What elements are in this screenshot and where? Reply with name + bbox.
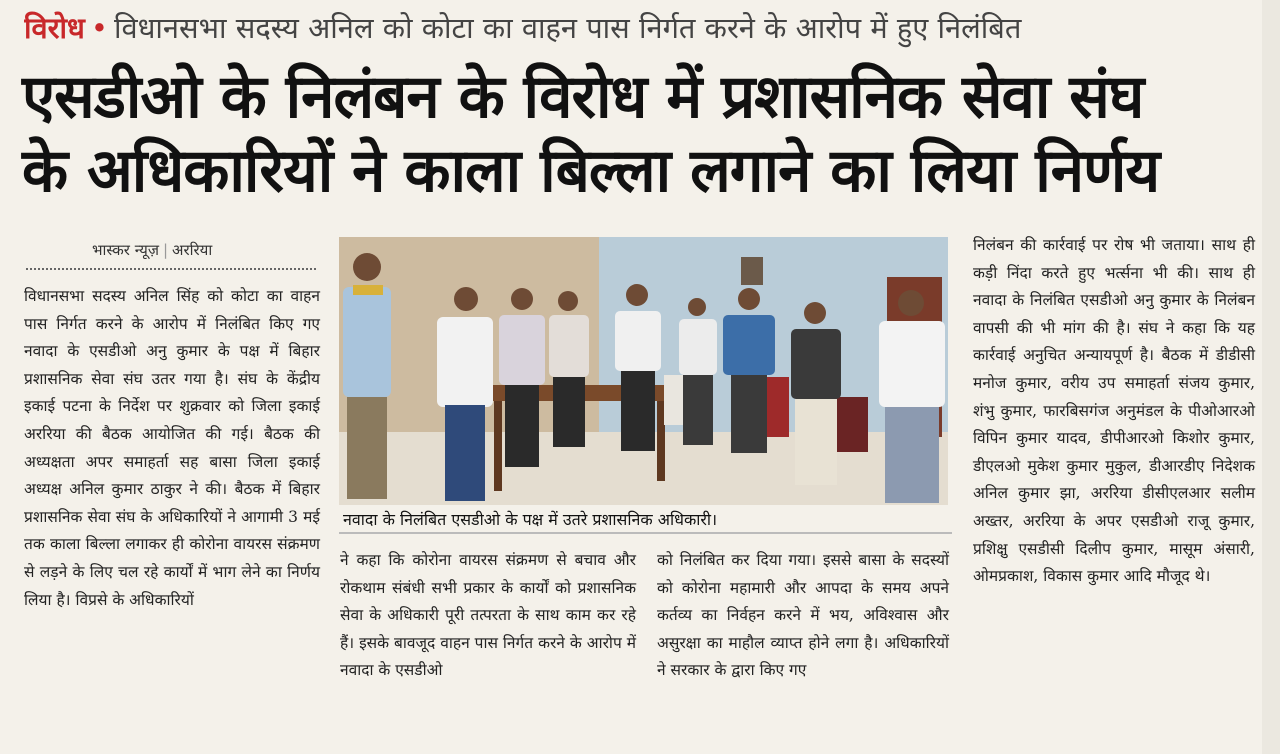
article-column-2: ने कहा कि कोरोना वायरस संक्रमण से बचाव और रोकथाम संबंधी सभी प्रकार के कार्यों को प्रशासनिक सेवा के अधिकारी पूरी तत्परता के साथ काम कर रहे हैं। इसके बावजूद वाहन पास निर्गत करने के आरोप में नवादा के एसडीओ — [340, 551, 636, 680]
news-photo — [339, 237, 948, 505]
headline-line-2: के अधिकारियों ने काला बिल्ला लगाने का लिया निर्णय — [22, 136, 1160, 206]
byline-source: भास्कर न्यूज़ — [92, 241, 159, 259]
byline-separator: | — [162, 241, 169, 259]
article-column-1: विधानसभा सदस्य अनिल सिंह को कोटा का वाहन पास निर्गत करने के आरोप में निलंबित किए गए नवादा के एसडीओ अनु कुमार के पक्ष में बिहार प्रशासनिक सेवा संघ उतर गया है। संघ के केंद्रीय इकाई पटना के निर्देश पर शुक्रवार को जिला इकाई अररिया की बैठक आयोजित की गई। बैठक की अध्यक्षता अपर समाहर्ता सह बासा जिला इकाई अध्यक्ष अनिल कुमार ठाकुर ने की। बैठक में बिहार प्रशासनिक सेवा संघ के अधिकारियों ने आगामी 3 मई तक काला बिल्ला लगाकर ही कोरोना वायरस संक्रमण से लड़ने के लिए चल रहे कार्यों में भाग लेने का निर्णय लिया है। विप्रसे के अधिकारियों — [24, 287, 320, 609]
photo-caption: नवादा के निलंबित एसडीओ के पक्ष में उतरे प्रशासनिक अधिकारी। — [339, 508, 952, 534]
kicker-line — [24, 6, 1264, 50]
kicker-text: विधानसभा सदस्य अनिल को कोटा का वाहन पास निर्गत करने के आरोप में हुए निलंबित — [113, 11, 1022, 45]
headline — [22, 60, 1267, 208]
headline-line-1: एसडीओ के निलंबन के विरोध में प्रशासनिक सेवा संघ — [22, 62, 1144, 132]
kicker-bullet: • — [90, 11, 108, 45]
adjacent-page-edge — [1262, 0, 1280, 754]
byline-divider — [26, 268, 316, 270]
byline-place: अररिया — [172, 241, 213, 259]
byline — [92, 240, 212, 260]
photo-illustration — [339, 237, 948, 505]
kicker-tag: विरोध — [24, 11, 85, 45]
article-column-4: निलंबन की कार्रवाई पर रोष भी जताया। साथ ही कड़ी निंदा करते हुए भर्त्सना भी की। साथ ही नवादा के निलंबित एसडीओ अनु कुमार के निलंबन वापसी की भी मांग की है। संघ ने कहा कि यह कार्रवाई अनुचित अन्यायपूर्ण है। बैठक में डीडीसी मनोज कुमार, वरीय उप समाहर्ता संजय कुमार, शंभु कुमार, फारबिसगंज अनुमंडल के पीओआरओ विपिन कुमार यादव, डीपीआरओ किशोर कुमार, डीएलओ मुकेश कुमार मुकुल, डीआरडीए निदेशक अनिल कुमार झा, अररिया डीसीएलआर सलीम अख्तर, अररिया के अपर एसडीओ राजू कुमार, प्रशिक्षु एसडीसी दिलीप कुमार, मासूम अंसारी, ओमप्रकाश, विकास कुमार आदि मौजूद थे। — [973, 236, 1255, 586]
article-column-3: को निलंबित कर दिया गया। इससे बासा के सदस्यों को कोरोना महामारी और आपदा के समय अपने कर्तव्य का निर्वहन करने में भय, अविश्वास और असुरक्षा का माहौल व्याप्त होने लगा है। अधिकारियों ने सरकार के द्वारा किए गए — [657, 551, 949, 680]
